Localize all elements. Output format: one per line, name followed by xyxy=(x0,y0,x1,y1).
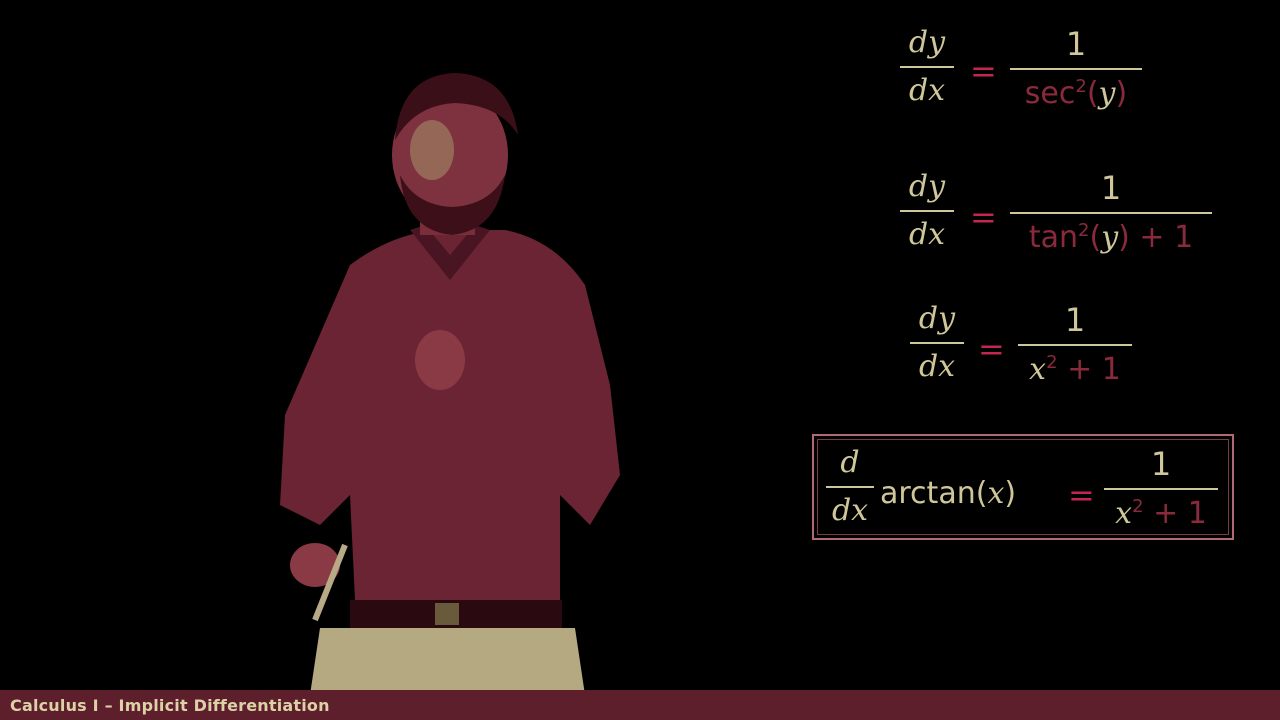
boxed-rhs xyxy=(1104,445,1218,531)
equals-sign: = xyxy=(978,330,1005,368)
derivative-lhs xyxy=(900,169,954,252)
lhs-numerator: dy xyxy=(908,169,946,204)
equals-sign: = xyxy=(970,198,997,236)
rhs-numerator: 1 xyxy=(1064,301,1086,339)
rhs-numerator: 1 xyxy=(1100,169,1122,207)
derivative-lhs xyxy=(900,25,954,108)
derivative-rhs xyxy=(1018,301,1132,387)
presenter-figure xyxy=(260,55,640,695)
equals-sign: = xyxy=(1068,476,1095,514)
lhs-denominator: dx xyxy=(908,217,946,252)
boxed-rhs-denominator: $x^2 + 1$ xyxy=(1115,496,1207,531)
boxed-lhs-denominator: dx xyxy=(831,493,869,528)
rhs-denominator: $\sec^2(y)$ xyxy=(1024,76,1128,111)
lhs-numerator: dy xyxy=(918,301,956,336)
course-title: Calculus I – Implicit Differentiation xyxy=(10,696,330,715)
footer-bar xyxy=(0,690,1280,720)
boxed-rhs-numerator: 1 xyxy=(1150,445,1172,483)
boxed-lhs-numerator: d xyxy=(840,445,860,480)
rhs-denominator: $x^2 + 1$ xyxy=(1029,352,1121,387)
lhs-numerator: dy xyxy=(908,25,946,60)
lhs-denominator: dx xyxy=(908,73,946,108)
equals-sign: = xyxy=(970,52,997,90)
derivative-rhs xyxy=(1010,169,1212,255)
arctan-function: arctan(x) xyxy=(880,476,1017,511)
lhs-denominator: dx xyxy=(918,349,956,384)
boxed-lhs xyxy=(826,445,874,528)
derivative-rhs xyxy=(1010,25,1142,111)
derivative-lhs xyxy=(910,301,964,384)
rhs-numerator: 1 xyxy=(1065,25,1087,63)
rhs-denominator: $\tan^2(y) + 1$ xyxy=(1028,220,1194,255)
